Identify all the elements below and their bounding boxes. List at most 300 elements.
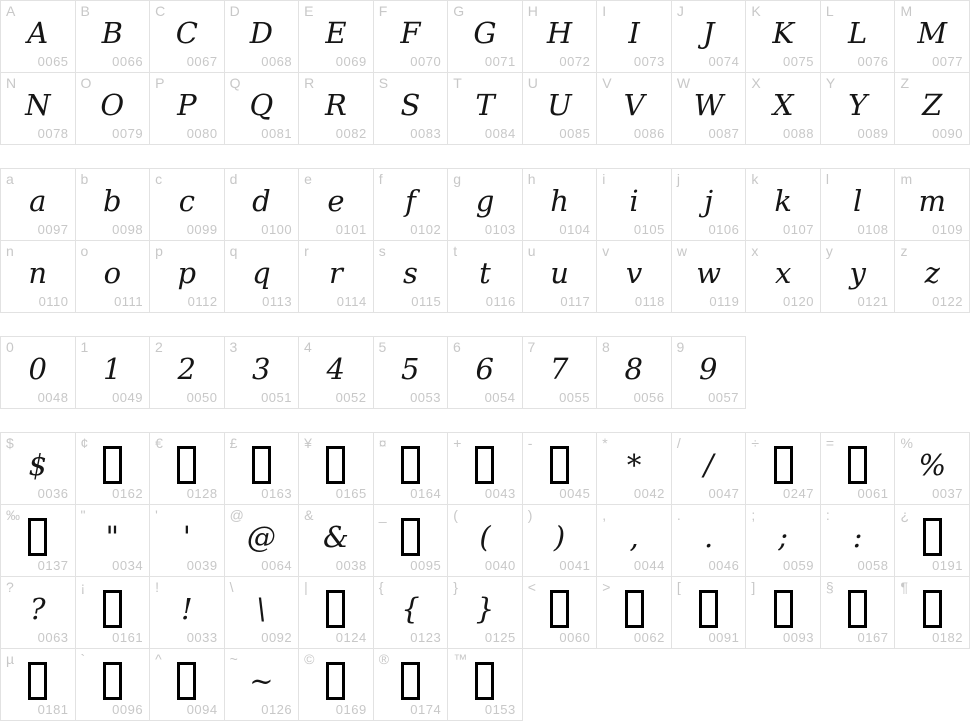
char-label: T [453,75,462,91]
glyph-cell [672,505,747,577]
unicode-code: 0063 [37,630,69,645]
glyph-cell [523,433,598,505]
glyph-cell [746,241,821,313]
symbols-grid [0,432,970,721]
char-label: 3 [229,339,238,355]
char-label: u [527,243,536,259]
unicode-code: 0125 [484,630,516,645]
glyph-cell [746,73,821,145]
glyph: 8 [624,351,643,386]
glyph: u [550,255,569,290]
glyph: & [323,519,349,554]
unicode-code: 0056 [633,390,665,405]
notdef-box-icon [475,662,494,700]
glyph-cell [374,1,449,73]
char-label: ~ [229,651,238,667]
glyph: \ [256,591,267,626]
glyph: x [774,255,792,290]
unicode-code: 0047 [708,486,740,501]
unicode-code: 0055 [559,390,590,405]
unicode-code: 0064 [261,558,293,573]
unicode-code: 0165 [335,486,367,501]
glyph: ~ [249,663,274,698]
char-label: ` [80,651,86,667]
char-label: 7 [527,339,536,355]
glyph-cell [895,1,970,73]
glyph: ) [553,519,566,554]
glyph: g [475,183,495,218]
char-label: ¤ [378,435,387,451]
unicode-code: 0084 [484,126,516,141]
unicode-code: 0069 [335,54,367,69]
char-label: M [900,3,913,19]
glyph-cell [150,169,225,241]
char-label: 1 [80,339,89,355]
unicode-code: 0247 [783,486,814,501]
glyph-cell [1,577,76,649]
glyph-cell [746,1,821,73]
char-label: ( [453,507,458,523]
glyph: N [25,87,51,122]
glyph: O [100,87,125,122]
glyph: y [849,255,866,290]
char-label: l [825,171,830,187]
unicode-code: 0162 [112,486,144,501]
char-label: U [527,75,538,91]
glyph-cell [672,241,747,313]
glyph: 5 [401,351,420,386]
glyph-cell [746,433,821,505]
glyph-cell [76,577,151,649]
unicode-code: 0058 [857,558,889,573]
unicode-code: 0153 [484,702,516,717]
glyph-cell [1,241,76,313]
glyph-cell [1,73,76,145]
glyph-cell [374,337,449,409]
glyph: k [774,183,792,218]
unicode-code: 0119 [709,294,740,309]
char-label: K [751,3,761,19]
unicode-code: 0043 [484,486,516,501]
unicode-code: 0091 [708,630,740,645]
unicode-code: 0093 [783,630,814,645]
glyph-cell [523,337,598,409]
char-label: F [378,3,388,19]
glyph-cell [299,1,374,73]
glyph-cell [1,1,76,73]
glyph-cell [225,337,300,409]
glyph-cell [225,577,300,649]
notdef-box-icon [625,590,644,628]
unicode-code: 0100 [261,222,293,237]
unicode-code: 0050 [186,390,218,405]
glyph-cell [523,73,598,145]
glyph: 6 [475,351,494,386]
unicode-code: 0036 [37,486,69,501]
glyph-cell [523,1,598,73]
unicode-code: 0121 [857,294,889,309]
unicode-code: 0079 [112,126,144,141]
char-label: y [825,243,833,259]
char-label: b [80,171,89,187]
unicode-code: 0128 [186,486,218,501]
glyph-cell [1,337,76,409]
char-label: £ [229,435,238,451]
glyph-cell [76,241,151,313]
char-label: 5 [378,339,387,355]
glyph: e [327,183,345,218]
unicode-code: 0089 [857,126,889,141]
unicode-code: 0052 [335,390,367,405]
unicode-code: 0038 [335,558,367,573]
glyph: * [626,447,642,482]
unicode-code: 0048 [37,390,69,405]
glyph: $ [28,447,47,482]
glyph-cell [895,169,970,241]
char-label: µ [6,651,15,667]
unicode-code: 0110 [38,294,69,309]
glyph-cell [1,505,76,577]
notdef-box-icon [326,590,345,628]
char-label: V [602,75,612,91]
glyph: m [918,183,946,218]
unicode-code: 0033 [186,630,218,645]
glyph: t [479,255,491,290]
glyph: C [175,15,198,50]
unicode-code: 0062 [633,630,665,645]
glyph: X [772,87,794,122]
glyph-cell [299,577,374,649]
char-label: , [602,507,607,523]
glyph: ( [479,519,491,554]
char-label: _ [378,507,387,523]
glyph: 3 [252,351,271,386]
glyph: T [475,87,495,122]
glyph: H [546,15,573,50]
char-label: E [304,3,314,19]
unicode-code: 0071 [484,54,516,69]
glyph: / [703,447,714,482]
glyph-cell [672,433,747,505]
glyph: S [400,87,421,122]
unicode-code: 0126 [261,702,293,717]
char-label: C [155,3,166,19]
unicode-code: 0108 [857,222,889,237]
char-label: § [825,579,834,595]
glyph: l [853,183,863,218]
notdef-glyph [746,577,820,648]
unicode-code: 0078 [37,126,69,141]
unicode-code: 0111 [114,294,144,309]
glyph: Q [249,87,274,122]
char-label: Q [229,75,241,91]
char-label: & [304,507,314,523]
glyph-cell [672,1,747,73]
notdef-box-icon [326,446,345,484]
char-label: \ [229,579,234,595]
glyph: D [249,15,273,50]
notdef-box-icon [923,518,942,556]
notdef-box-icon [28,518,47,556]
glyph: L [848,15,868,50]
notdef-box-icon [699,590,718,628]
notdef-glyph [821,577,895,648]
char-label: + [453,435,462,451]
glyph-cell [448,505,523,577]
glyph-cell [225,169,300,241]
unicode-code: 0109 [932,222,963,237]
glyph: 9 [699,351,718,386]
char-label: 6 [453,339,461,355]
char-label: a [6,171,14,187]
unicode-code: 0066 [112,54,144,69]
char-label: = [825,435,835,451]
unicode-code: 0099 [186,222,218,237]
unicode-code: 0118 [634,294,665,309]
glyph: " [105,519,119,554]
unicode-code: 0107 [783,222,814,237]
unicode-code: 0095 [410,558,442,573]
char-label: € [155,435,163,451]
glyph-cell [895,241,970,313]
glyph: Z [922,87,943,122]
unicode-code: 0163 [261,486,293,501]
notdef-glyph [821,433,895,504]
glyph-cell [374,169,449,241]
unicode-code: 0114 [336,294,367,309]
unicode-code: 0106 [708,222,740,237]
notdef-box-icon [401,662,420,700]
glyph: h [550,183,569,218]
unicode-code: 0080 [186,126,218,141]
notdef-box-icon [103,446,122,484]
char-label: ; [751,507,756,523]
glyph-cell [76,505,151,577]
char-label: * [602,435,608,451]
glyph: { [401,591,420,626]
glyph: a [29,183,47,218]
notdef-glyph [597,577,671,648]
unicode-code: 0075 [783,54,814,69]
char-label: J [676,3,684,19]
glyph-cell [225,433,300,505]
glyph-cell [448,73,523,145]
glyph-cell [76,433,151,505]
glyph-cell [76,169,151,241]
glyph-cell [895,433,970,505]
unicode-code: 0164 [410,486,442,501]
glyph-cell [150,73,225,145]
notdef-box-icon [401,518,420,556]
notdef-glyph [448,649,522,720]
glyph-cell [225,649,300,721]
char-label: X [751,75,761,91]
notdef-glyph [76,649,150,720]
unicode-code: 0049 [112,390,143,405]
glyph-cell [374,649,449,721]
char-label: 4 [304,339,312,355]
char-label: } [453,579,458,595]
glyph-cell [448,433,523,505]
unicode-code: 0101 [335,222,367,237]
glyph-cell [76,1,151,73]
unicode-code: 0051 [261,390,292,405]
glyph: K [772,15,794,50]
char-label: I [602,3,607,19]
glyph: v [625,255,643,290]
glyph: % [918,447,946,482]
glyph-cell [299,649,374,721]
char-label: j [676,171,680,187]
glyph: V [623,87,645,122]
glyph: 7 [550,351,569,386]
char-label: ÷ [751,435,760,451]
glyph-cell [597,73,672,145]
char-label: v [602,243,610,259]
unicode-code: 0041 [559,558,591,573]
glyph: 1 [103,351,122,386]
char-label: @ [229,507,244,523]
unicode-code: 0169 [335,702,367,717]
char-label: 0 [6,339,14,355]
unicode-code: 0053 [410,390,441,405]
char-label: e [304,171,312,187]
unicode-code: 0081 [261,126,293,141]
unicode-code: 0182 [932,630,963,645]
glyph-cell [821,577,896,649]
glyph-cell [374,241,449,313]
notdef-box-icon [550,590,569,628]
notdef-box-icon [103,662,122,700]
unicode-code: 0120 [783,294,814,309]
char-label: Y [825,75,836,91]
unicode-code: 0083 [410,126,442,141]
glyph-cell [76,649,151,721]
glyph: Y [848,87,868,122]
glyph: : [852,519,863,554]
notdef-glyph [150,649,224,720]
char-label: n [6,243,14,259]
glyph-cell [597,433,672,505]
unicode-code: 0098 [112,222,144,237]
glyph: p [177,255,197,290]
glyph-cell [1,649,76,721]
unicode-code: 0082 [335,126,367,141]
glyph: d [252,183,271,218]
unicode-code: 0174 [410,702,442,717]
unicode-code: 0070 [410,54,442,69]
glyph-cell [150,505,225,577]
glyph-cell [150,433,225,505]
glyph-cell [448,577,523,649]
notdef-glyph [374,433,448,504]
notdef-glyph [523,577,597,648]
char-label: < [527,579,536,595]
char-label: ‰ [6,507,20,523]
char-label: ™ [453,651,468,667]
char-label: 2 [155,339,163,355]
unicode-code: 0092 [261,630,293,645]
char-label: h [527,171,536,187]
unicode-code: 0046 [708,558,740,573]
char-label: B [80,3,90,19]
char-label: f [378,171,383,187]
unicode-code: 0045 [559,486,591,501]
unicode-code: 0122 [932,294,963,309]
glyph-cell [523,241,598,313]
unicode-code: 0068 [261,54,293,69]
glyph: w [696,255,722,290]
unicode-code: 0115 [411,294,442,309]
glyph: } [475,591,495,626]
glyph: J [702,15,715,50]
unicode-code: 0123 [410,630,442,645]
glyph-cell [1,433,76,505]
glyph-cell [374,73,449,145]
char-label: S [378,75,389,91]
char-label: [ [676,579,681,595]
glyph-cell [76,73,151,145]
lowercase-grid [0,168,970,313]
glyph-cell [225,73,300,145]
char-label: ¢ [80,435,89,451]
glyph: 4 [326,351,345,386]
char-label: ¶ [900,579,908,595]
unicode-code: 0040 [484,558,516,573]
char-label: ) [527,507,533,523]
char-label: ^ [155,651,162,667]
glyph: 0 [28,351,47,386]
glyph: f [405,183,416,218]
unicode-code: 0044 [633,558,665,573]
glyph-cell [672,337,747,409]
glyph-cell [1,169,76,241]
glyph-cell [895,577,970,649]
glyph-cell [299,433,374,505]
notdef-glyph [1,649,75,720]
unicode-code: 0085 [559,126,591,141]
glyph: n [28,255,48,290]
unicode-code: 0096 [112,702,144,717]
notdef-box-icon [252,446,271,484]
char-label: m [900,171,913,187]
unicode-code: 0057 [708,390,739,405]
glyph-cell [746,577,821,649]
unicode-code: 0042 [633,486,665,501]
char-label: $ [6,435,14,451]
char-label: © [304,651,315,667]
notdef-glyph [299,577,373,648]
glyph-cell [225,241,300,313]
glyph: o [103,255,122,290]
unicode-code: 0097 [37,222,69,237]
notdef-box-icon [475,446,494,484]
char-label: w [676,243,687,259]
notdef-glyph [374,649,448,720]
glyph-cell [150,577,225,649]
glyph-cell [523,505,598,577]
glyph: U [547,87,572,122]
glyph: , [629,519,639,554]
unicode-code: 0039 [186,558,218,573]
char-label: q [229,243,238,259]
char-label: ¡ [80,579,86,595]
glyph: ? [29,591,46,626]
char-label: % [900,435,913,451]
char-label: W [676,75,691,91]
unicode-code: 0088 [783,126,814,141]
glyph-cell [150,1,225,73]
